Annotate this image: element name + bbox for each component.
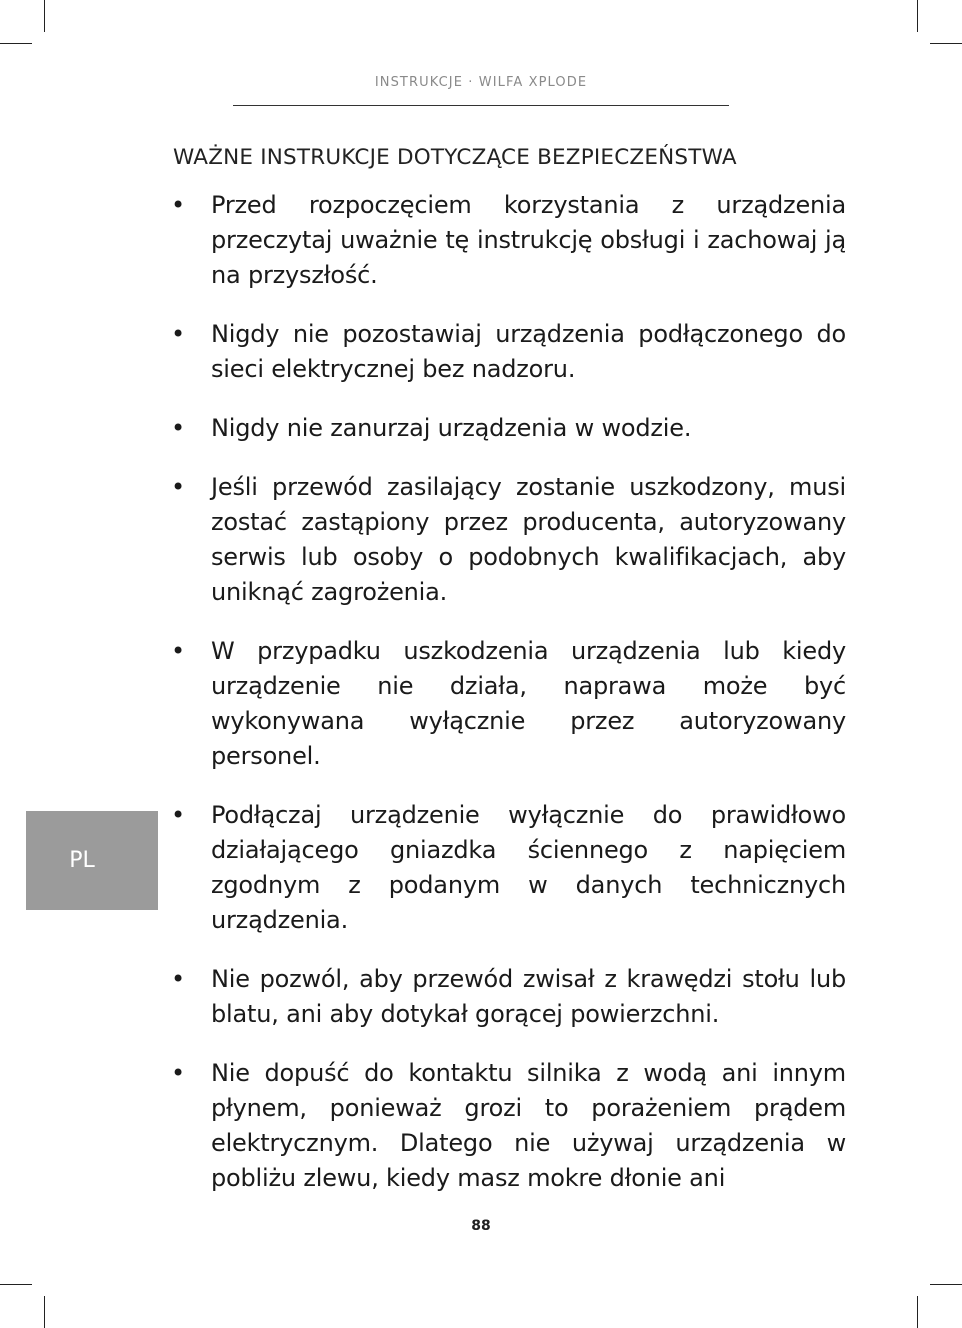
bullet-icon: • <box>171 320 186 348</box>
instruction-text: Jeśli przewód zasilający zostanie uszkodzony, musi zostać zastąpiony przez producenta, autoryzowany serwis lub osoby o podobnych kwalifikacjach, aby uniknąć zagrożenia. <box>211 473 846 606</box>
bullet-icon: • <box>171 801 186 829</box>
crop-mark <box>917 1296 918 1328</box>
crop-mark <box>930 1284 962 1285</box>
bullet-icon: • <box>171 1059 186 1087</box>
header-divider <box>233 105 729 106</box>
list-item <box>171 188 846 293</box>
list-item <box>171 798 846 938</box>
list-item <box>171 317 846 387</box>
crop-mark <box>44 0 45 32</box>
list-item <box>171 470 846 610</box>
crop-mark <box>930 43 962 44</box>
instruction-text: Nigdy nie pozostawiaj urządzenia podłączonego do sieci elektrycznej bez nadzoru. <box>211 320 846 383</box>
crop-mark <box>44 1296 45 1328</box>
list-item <box>171 411 846 446</box>
page-number: 88 <box>471 1218 491 1234</box>
section-title: WAŻNE INSTRUKCJE DOTYCZĄCE BEZPIECZEŃSTWA <box>173 145 737 170</box>
crop-mark <box>917 0 918 32</box>
crop-mark <box>0 43 32 44</box>
running-header: INSTRUKCJE · WILFA XPLODE <box>374 75 588 90</box>
bullet-icon: • <box>171 637 186 665</box>
list-item <box>171 634 846 774</box>
list-item <box>171 962 846 1032</box>
instruction-text: W przypadku uszkodzenia urządzenia lub kiedy urządzenie nie działa, naprawa może być wykonywana wyłącznie przez autoryzowany personel. <box>211 637 846 770</box>
list-item <box>171 1056 846 1196</box>
instruction-text: Przed rozpoczęciem korzystania z urządzenia przeczytaj uważnie tę instrukcję obsługi i zachowaj ją na przyszłość. <box>211 191 846 289</box>
instruction-text: Nie pozwól, aby przewód zwisał z krawędzi stołu lub blatu, ani aby dotykał gorącej powierzchni. <box>211 965 846 1028</box>
safety-instructions-list <box>171 188 846 1220</box>
bullet-icon: • <box>171 965 186 993</box>
language-tab <box>26 811 158 910</box>
instruction-text: Podłączaj urządzenie wyłącznie do prawidłowo działającego gniazdka ściennego z napięciem zgodnym z podanym w danych technicznych urządzenia. <box>211 801 846 934</box>
bullet-icon: • <box>171 191 186 219</box>
crop-mark <box>0 1284 32 1285</box>
bullet-icon: • <box>171 414 186 442</box>
bullet-icon: • <box>171 473 186 501</box>
language-label: PL <box>69 848 95 873</box>
instruction-text: Nie dopuść do kontaktu silnika z wodą ani innym płynem, ponieważ grozi to porażeniem prądem elektrycznym. Dlatego nie używaj urządzenia w pobliżu zlewu, kiedy masz mokre dłonie ani <box>211 1059 846 1192</box>
instruction-text: Nigdy nie zanurzaj urządzenia w wodzie. <box>211 414 692 442</box>
